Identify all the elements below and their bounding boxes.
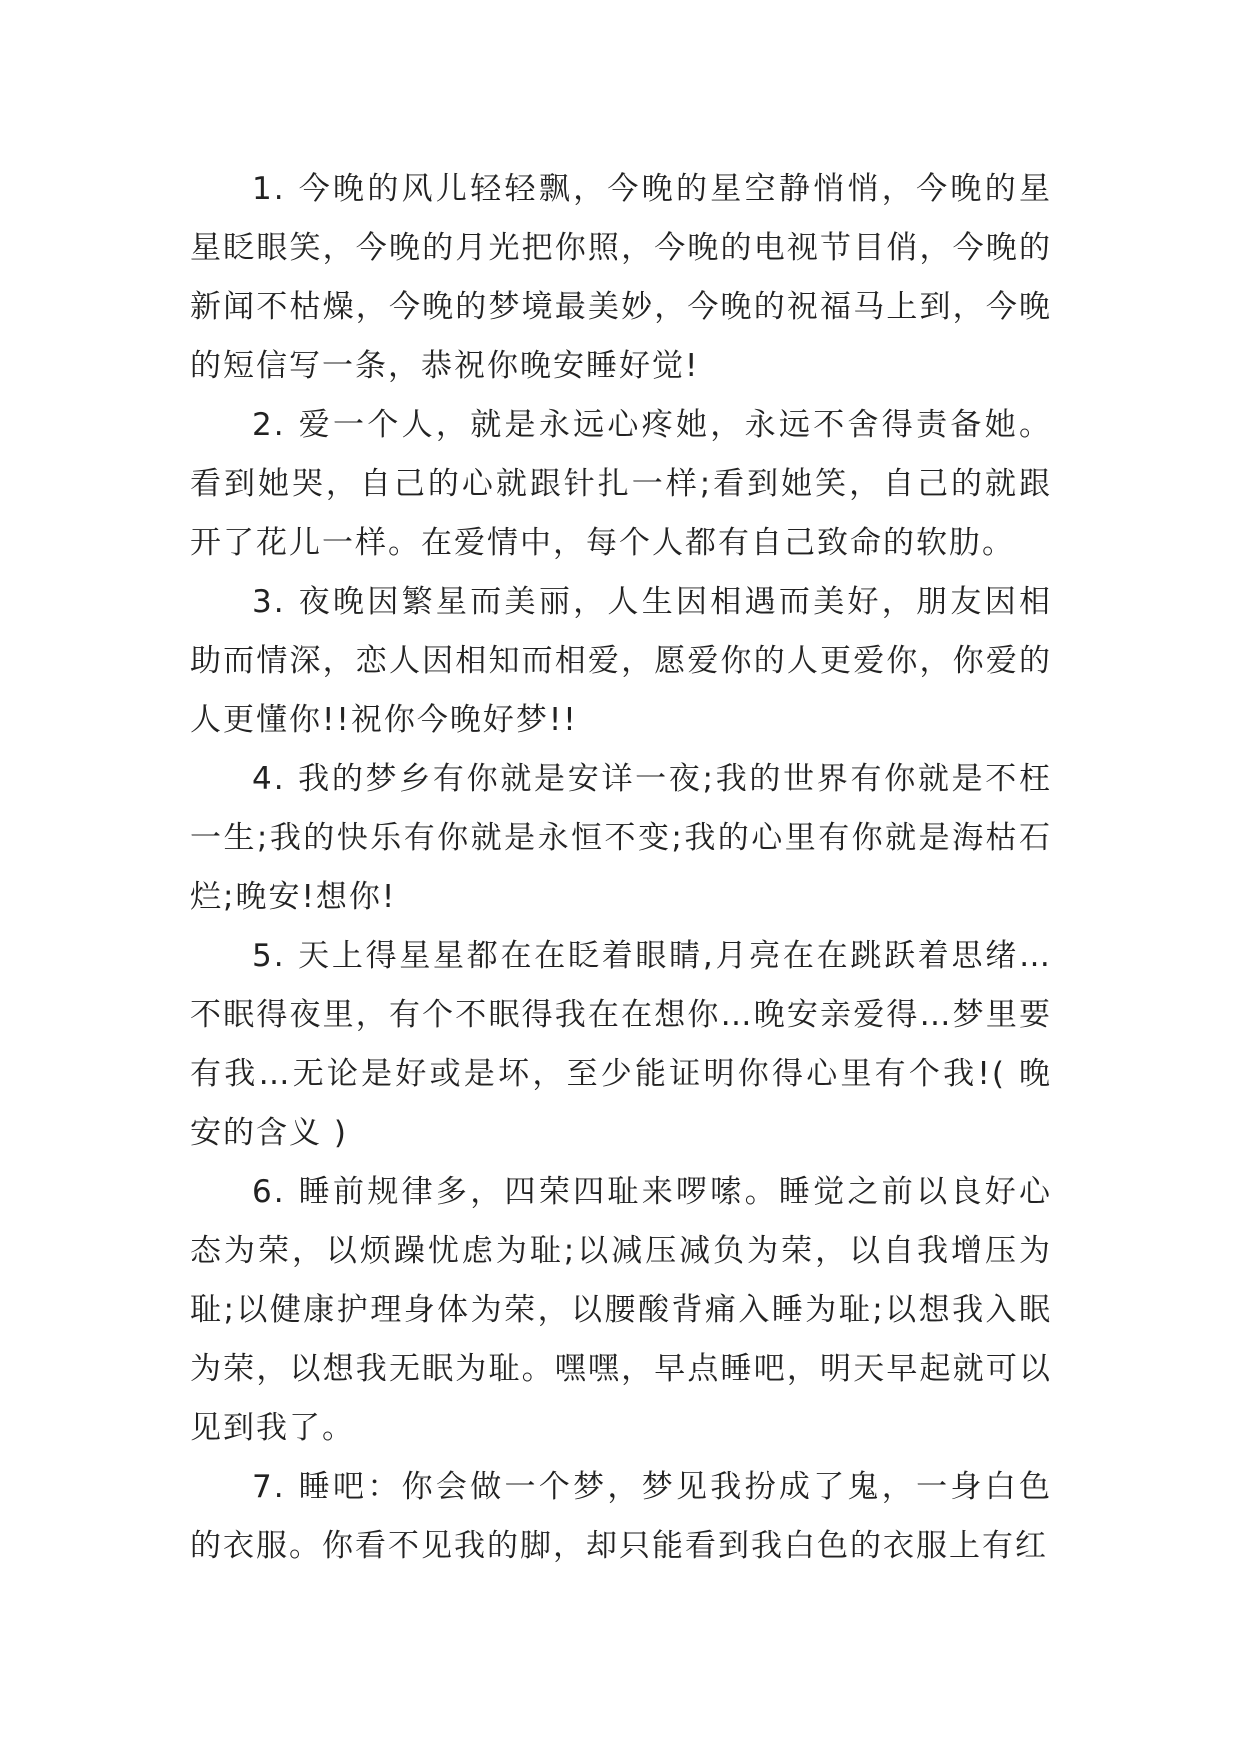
paragraph-1: 1. 今晚的风儿轻轻飘，今晚的星空静悄悄，今晚的星星眨眼笑，今晚的月光把你照，今晚的电视节目俏，今晚的新闻不枯燥，今晚的梦境最美妙，今晚的祝福马上到，今晚的短信写一条，恭祝你晚安睡好觉! bbox=[190, 171, 1052, 384]
paragraph-7: 7. 睡吧：你会做一个梦，梦见我扮成了鬼，一身白色的衣服。你看不见我的脚，却只能看到我白色的衣服上有红 bbox=[190, 1469, 1052, 1564]
paragraph-4: 4. 我的梦乡有你就是安详一夜;我的世界有你就是不枉一生;我的快乐有你就是永恒不变;我的心里有你就是海枯石烂;晚安!想你! bbox=[190, 761, 1052, 915]
paragraph-3: 3. 夜晚因繁星而美丽，人生因相遇而美好，朋友因相助而情深，恋人因相知而相爱，愿爱你的人更爱你，你爱的人更懂你!!祝你今晚好梦!! bbox=[190, 584, 1052, 738]
paragraph-5: 5. 天上得星星都在在眨着眼睛,月亮在在跳跃着思绪…不眠得夜里，有个不眠得我在在想你…晚安亲爱得…梦里要有我…无论是好或是坏，至少能证明你得心里有个我!( 晚安的含义 ) bbox=[190, 938, 1052, 1151]
paragraph-6: 6. 睡前规律多，四荣四耻来啰嗦。睡觉之前以良好心态为荣，以烦躁忧虑为耻;以减压减负为荣，以自我增压为耻;以健康护理身体为荣，以腰酸背痛入睡为耻;以想我入眠为荣，以想我无眠为耻。嘿嘿，早点睡吧，明天早起就可以见到我了。 bbox=[190, 1174, 1052, 1446]
paragraph-2: 2. 爱一个人，就是永远心疼她，永远不舍得责备她。看到她哭，自己的心就跟针扎一样;看到她笑，自己的就跟开了花儿一样。在爱情中，每个人都有自己致命的软肋。 bbox=[190, 407, 1052, 561]
document-body bbox=[190, 160, 1052, 1576]
